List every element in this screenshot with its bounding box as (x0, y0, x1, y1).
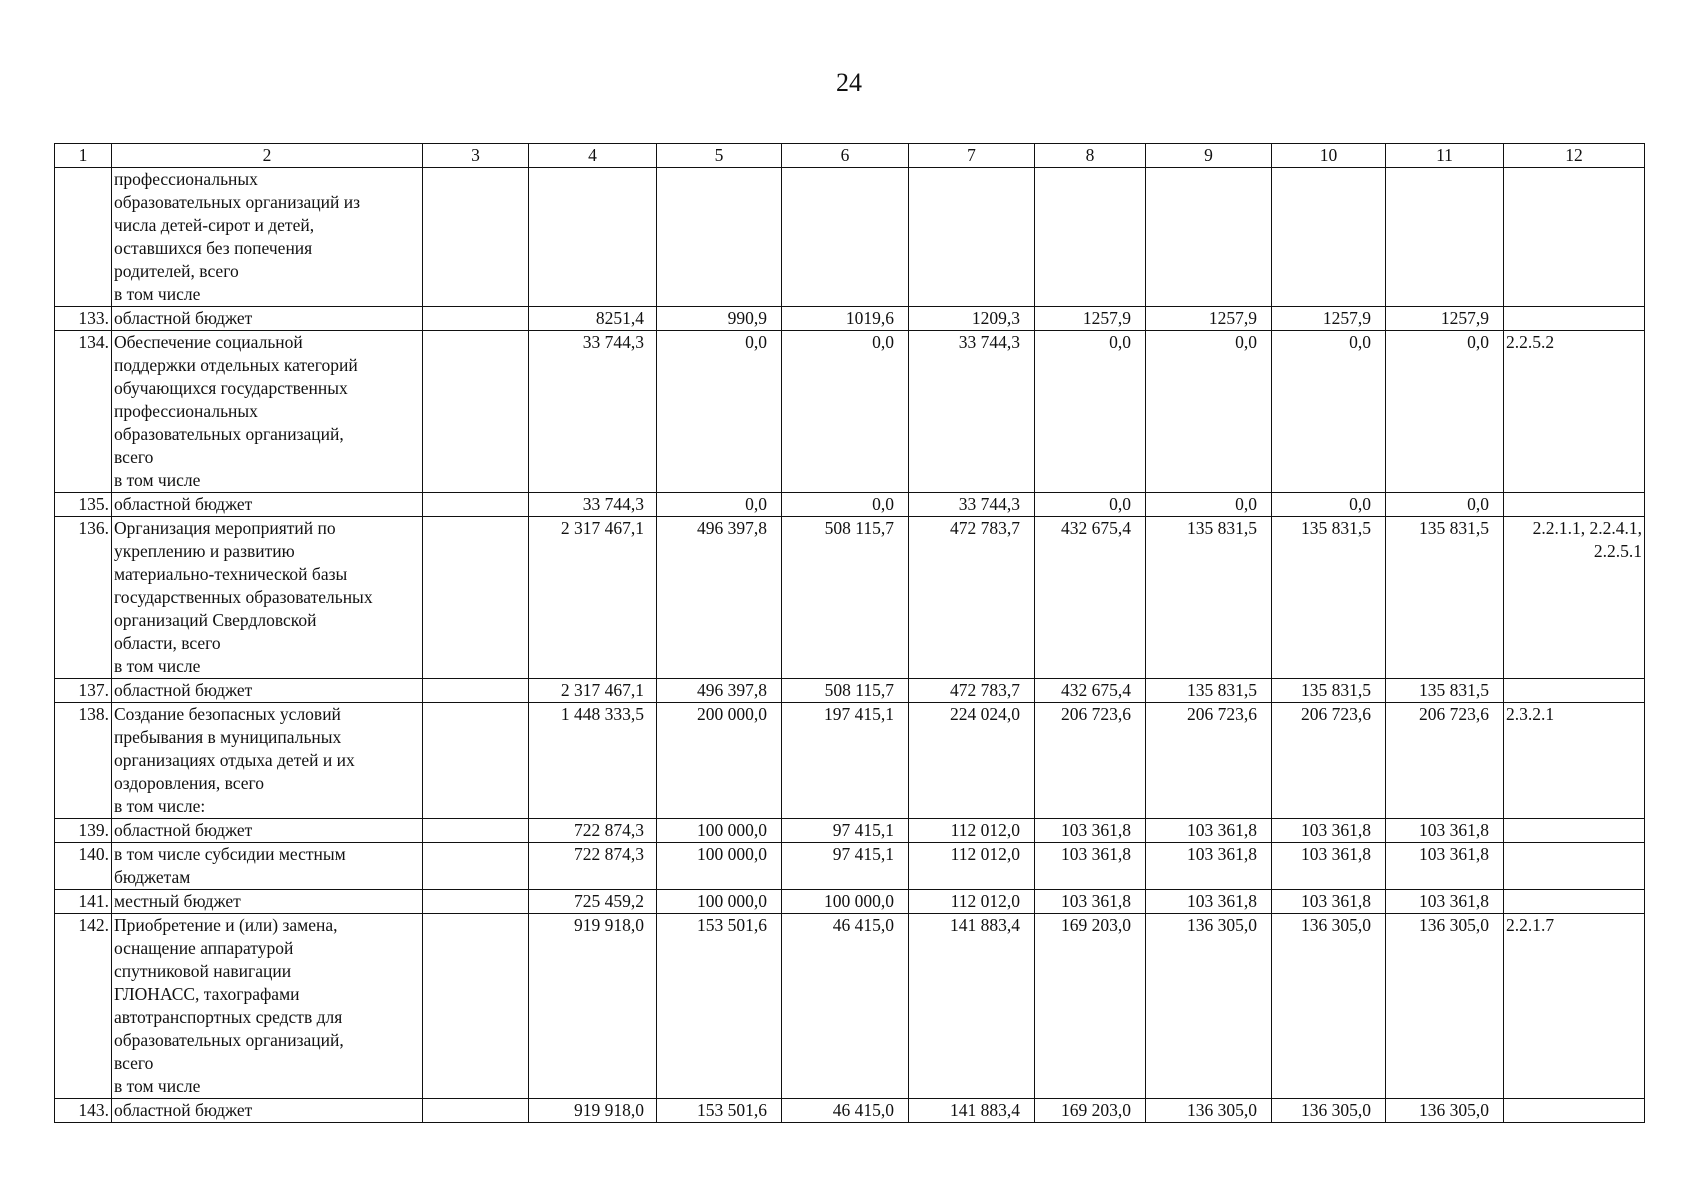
value-cell: 2 317 467,1 (529, 517, 657, 679)
row-name-cell: областной бюджет (112, 307, 423, 331)
value-cell: 1257,9 (1272, 307, 1386, 331)
column-header: 8 (1035, 144, 1146, 168)
value-cell: 103 361,8 (1035, 819, 1146, 843)
value-cell: 0,0 (1386, 493, 1504, 517)
row-number-cell: 135. (55, 493, 112, 517)
row-number-cell (55, 168, 112, 307)
value-cell: 97 415,1 (782, 843, 909, 890)
value-cell: 100 000,0 (657, 843, 782, 890)
value-cell: 224 024,0 (909, 703, 1035, 819)
column-3-cell (423, 331, 529, 493)
row-name-cell: местный бюджет (112, 890, 423, 914)
value-cell (657, 168, 782, 307)
reference-cell (1504, 679, 1645, 703)
table-row (55, 679, 1645, 703)
value-cell (782, 168, 909, 307)
value-cell: 136 305,0 (1386, 914, 1504, 1099)
table-row (55, 307, 1645, 331)
value-cell: 97 415,1 (782, 819, 909, 843)
column-3-cell (423, 819, 529, 843)
row-name-cell: областной бюджет (112, 679, 423, 703)
table-header-row (55, 144, 1645, 168)
value-cell: 722 874,3 (529, 819, 657, 843)
reference-cell: 2.3.2.1 (1504, 703, 1645, 819)
column-header: 3 (423, 144, 529, 168)
table-row (55, 168, 1645, 307)
value-cell: 206 723,6 (1386, 703, 1504, 819)
column-header: 11 (1386, 144, 1504, 168)
reference-cell (1504, 493, 1645, 517)
value-cell: 0,0 (1035, 493, 1146, 517)
reference-cell (1504, 168, 1645, 307)
row-name-cell: Организация мероприятий по укреплению и развитию материально-технической базы государственных образовательных организаций Свердловской области, всего в том числе (112, 517, 423, 679)
row-name-cell: в том числе субсидии местным бюджетам (112, 843, 423, 890)
value-cell: 33 744,3 (529, 331, 657, 493)
value-cell: 0,0 (782, 331, 909, 493)
value-cell: 100 000,0 (782, 890, 909, 914)
value-cell: 112 012,0 (909, 890, 1035, 914)
value-cell: 136 305,0 (1386, 1099, 1504, 1123)
value-cell: 508 115,7 (782, 679, 909, 703)
page-number: 24 (836, 68, 862, 97)
reference-cell: 2.2.5.2 (1504, 331, 1645, 493)
value-cell (1386, 168, 1504, 307)
value-cell: 472 783,7 (909, 517, 1035, 679)
row-number-cell: 138. (55, 703, 112, 819)
column-header: 4 (529, 144, 657, 168)
value-cell: 136 305,0 (1272, 1099, 1386, 1123)
value-cell (1272, 168, 1386, 307)
value-cell: 135 831,5 (1272, 679, 1386, 703)
value-cell: 0,0 (657, 331, 782, 493)
reference-cell (1504, 307, 1645, 331)
row-number-cell: 134. (55, 331, 112, 493)
value-cell: 496 397,8 (657, 679, 782, 703)
column-header: 5 (657, 144, 782, 168)
value-cell: 200 000,0 (657, 703, 782, 819)
value-cell: 496 397,8 (657, 517, 782, 679)
value-cell: 206 723,6 (1146, 703, 1272, 819)
row-name-cell: областной бюджет (112, 819, 423, 843)
value-cell (909, 168, 1035, 307)
value-cell: 508 115,7 (782, 517, 909, 679)
value-cell: 1 448 333,5 (529, 703, 657, 819)
reference-cell (1504, 819, 1645, 843)
value-cell: 0,0 (1272, 493, 1386, 517)
value-cell (1146, 168, 1272, 307)
table-row (55, 1099, 1645, 1123)
value-cell: 1257,9 (1386, 307, 1504, 331)
column-3-cell (423, 168, 529, 307)
value-cell: 33 744,3 (529, 493, 657, 517)
value-cell: 136 305,0 (1146, 1099, 1272, 1123)
value-cell: 0,0 (1035, 331, 1146, 493)
value-cell: 135 831,5 (1386, 679, 1504, 703)
value-cell: 0,0 (1146, 493, 1272, 517)
value-cell: 1257,9 (1035, 307, 1146, 331)
value-cell: 0,0 (1272, 331, 1386, 493)
value-cell: 1209,3 (909, 307, 1035, 331)
row-name-cell: областной бюджет (112, 493, 423, 517)
row-number-cell: 140. (55, 843, 112, 890)
value-cell: 103 361,8 (1272, 890, 1386, 914)
value-cell: 1019,6 (782, 307, 909, 331)
value-cell: 103 361,8 (1386, 890, 1504, 914)
column-3-cell (423, 679, 529, 703)
value-cell: 136 305,0 (1146, 914, 1272, 1099)
column-3-cell (423, 914, 529, 1099)
value-cell: 135 831,5 (1386, 517, 1504, 679)
row-number-cell: 137. (55, 679, 112, 703)
value-cell: 103 361,8 (1035, 843, 1146, 890)
value-cell: 135 831,5 (1146, 517, 1272, 679)
value-cell: 722 874,3 (529, 843, 657, 890)
value-cell: 112 012,0 (909, 843, 1035, 890)
reference-cell (1504, 890, 1645, 914)
column-3-cell (423, 517, 529, 679)
value-cell: 8251,4 (529, 307, 657, 331)
column-3-cell (423, 493, 529, 517)
value-cell: 103 361,8 (1146, 843, 1272, 890)
row-name-cell: Создание безопасных условий пребывания в муниципальных организациях отдыха детей и их оздоровления, всего в том числе: (112, 703, 423, 819)
value-cell: 197 415,1 (782, 703, 909, 819)
value-cell: 136 305,0 (1272, 914, 1386, 1099)
value-cell: 432 675,4 (1035, 517, 1146, 679)
value-cell: 33 744,3 (909, 331, 1035, 493)
value-cell: 2 317 467,1 (529, 679, 657, 703)
value-cell: 919 918,0 (529, 1099, 657, 1123)
row-name-cell: Приобретение и (или) замена, оснащение аппаратурой спутниковой навигации ГЛОНАСС, тахографами автотранспортных средств для образовательных организаций, всего в том числе (112, 914, 423, 1099)
value-cell: 206 723,6 (1272, 703, 1386, 819)
value-cell: 141 883,4 (909, 1099, 1035, 1123)
value-cell: 169 203,0 (1035, 914, 1146, 1099)
table-row (55, 331, 1645, 493)
value-cell: 103 361,8 (1272, 843, 1386, 890)
column-3-cell (423, 703, 529, 819)
column-header: 1 (55, 144, 112, 168)
column-3-cell (423, 1099, 529, 1123)
row-name-cell: профессиональных образовательных организаций из числа детей-сирот и детей, оставшихся без попечения родителей, всего в том числе (112, 168, 423, 307)
column-3-cell (423, 890, 529, 914)
value-cell: 46 415,0 (782, 914, 909, 1099)
row-number-cell: 143. (55, 1099, 112, 1123)
reference-cell: 2.2.1.7 (1504, 914, 1645, 1099)
value-cell: 103 361,8 (1035, 890, 1146, 914)
value-cell (1035, 168, 1146, 307)
row-number-cell: 136. (55, 517, 112, 679)
table-row (55, 703, 1645, 819)
value-cell: 0,0 (782, 493, 909, 517)
column-header: 2 (112, 144, 423, 168)
value-cell: 135 831,5 (1272, 517, 1386, 679)
value-cell: 103 361,8 (1386, 819, 1504, 843)
row-number-cell: 141. (55, 890, 112, 914)
table-row (55, 843, 1645, 890)
table-row (55, 517, 1645, 679)
column-header: 10 (1272, 144, 1386, 168)
table-row (55, 819, 1645, 843)
value-cell: 0,0 (657, 493, 782, 517)
value-cell: 103 361,8 (1272, 819, 1386, 843)
value-cell: 169 203,0 (1035, 1099, 1146, 1123)
table-row (55, 914, 1645, 1099)
value-cell: 100 000,0 (657, 890, 782, 914)
reference-cell (1504, 1099, 1645, 1123)
value-cell (529, 168, 657, 307)
column-header: 6 (782, 144, 909, 168)
row-number-cell: 133. (55, 307, 112, 331)
value-cell: 919 918,0 (529, 914, 657, 1099)
column-header: 7 (909, 144, 1035, 168)
reference-cell: 2.2.1.1, 2.2.4.1, 2.2.5.1 (1504, 517, 1645, 679)
value-cell: 103 361,8 (1146, 819, 1272, 843)
value-cell: 112 012,0 (909, 819, 1035, 843)
table-row (55, 493, 1645, 517)
value-cell: 141 883,4 (909, 914, 1035, 1099)
value-cell: 0,0 (1146, 331, 1272, 493)
column-3-cell (423, 843, 529, 890)
value-cell: 725 459,2 (529, 890, 657, 914)
value-cell: 153 501,6 (657, 914, 782, 1099)
reference-cell (1504, 843, 1645, 890)
value-cell: 103 361,8 (1386, 843, 1504, 890)
value-cell: 206 723,6 (1035, 703, 1146, 819)
row-name-cell: Обеспечение социальной поддержки отдельных категорий обучающихся государственных профессиональных образовательных организаций, всего в том числе (112, 331, 423, 493)
value-cell: 153 501,6 (657, 1099, 782, 1123)
column-header: 12 (1504, 144, 1645, 168)
column-3-cell (423, 307, 529, 331)
value-cell: 103 361,8 (1146, 890, 1272, 914)
value-cell: 432 675,4 (1035, 679, 1146, 703)
table-row (55, 890, 1645, 914)
value-cell: 472 783,7 (909, 679, 1035, 703)
value-cell: 135 831,5 (1146, 679, 1272, 703)
value-cell: 46 415,0 (782, 1099, 909, 1123)
value-cell: 990,9 (657, 307, 782, 331)
value-cell: 100 000,0 (657, 819, 782, 843)
row-name-cell: областной бюджет (112, 1099, 423, 1123)
column-header: 9 (1146, 144, 1272, 168)
budget-table (54, 143, 1645, 1123)
row-number-cell: 142. (55, 914, 112, 1099)
value-cell: 33 744,3 (909, 493, 1035, 517)
value-cell: 0,0 (1386, 331, 1504, 493)
row-number-cell: 139. (55, 819, 112, 843)
value-cell: 1257,9 (1146, 307, 1272, 331)
